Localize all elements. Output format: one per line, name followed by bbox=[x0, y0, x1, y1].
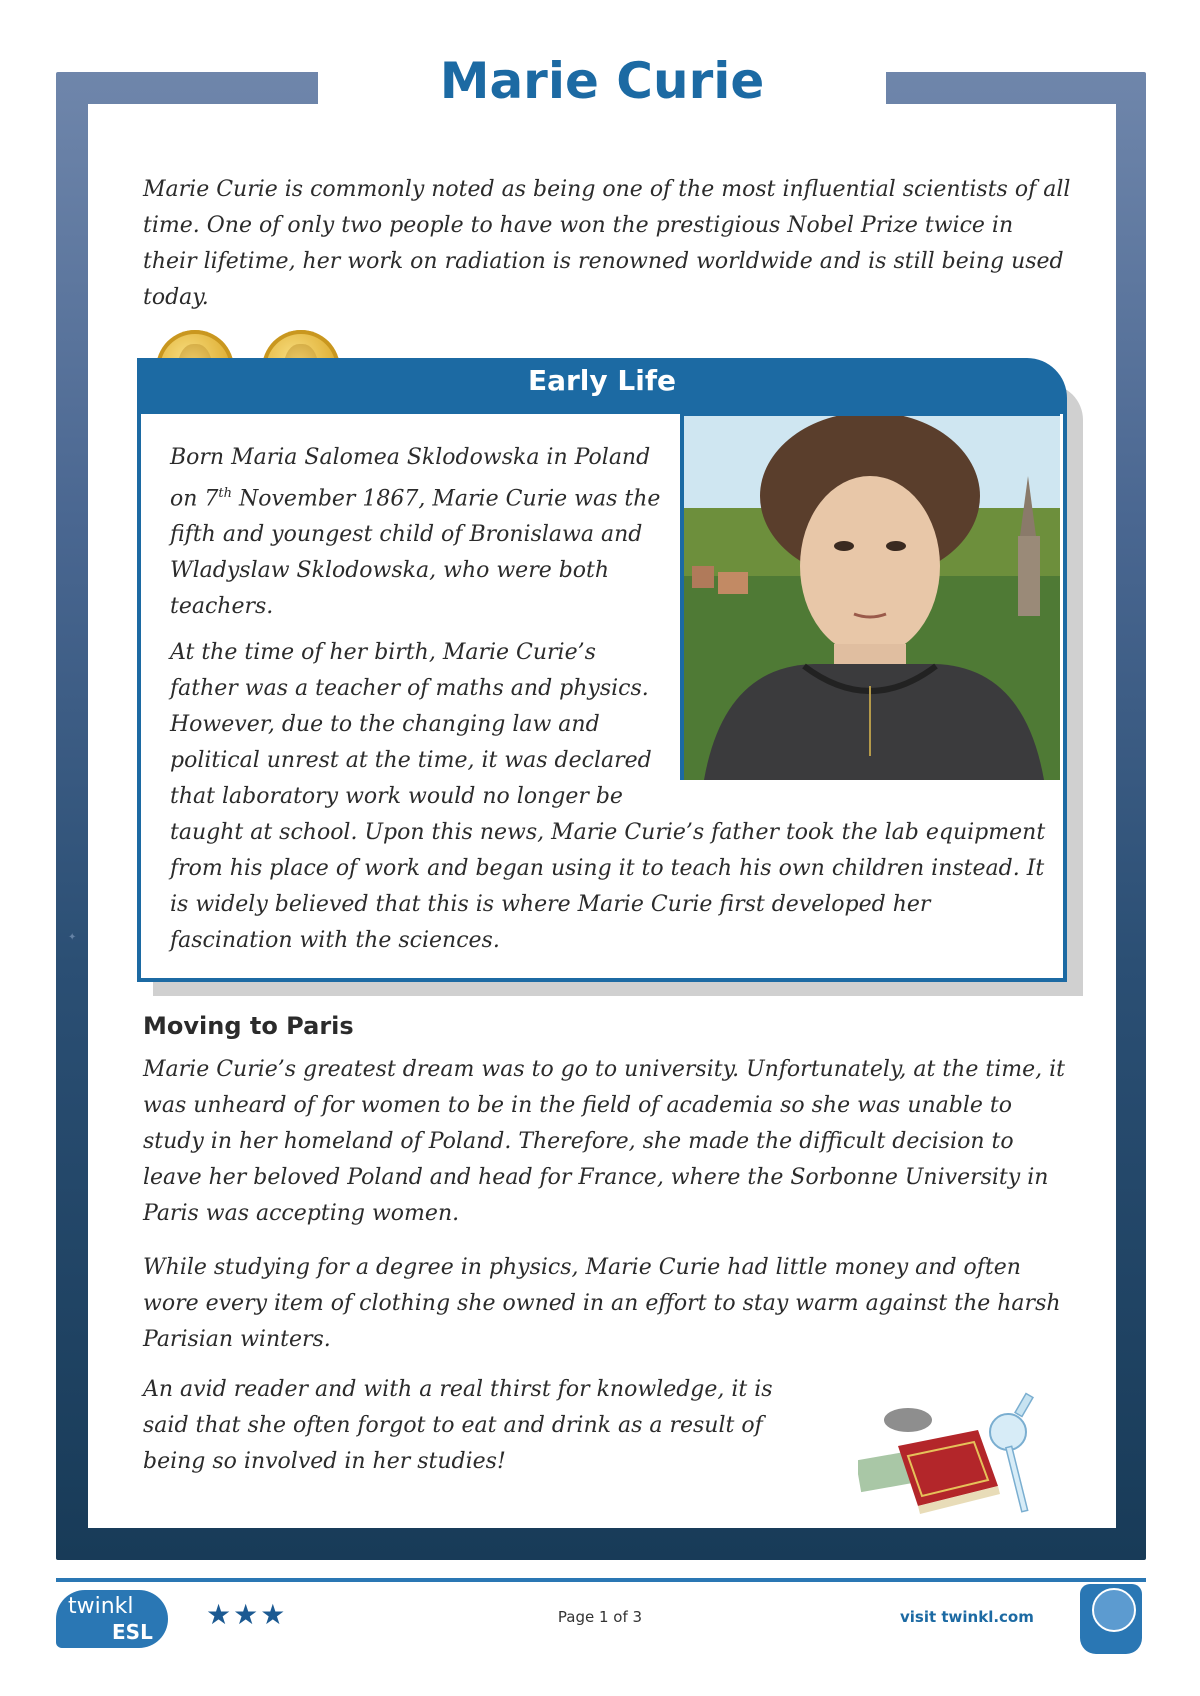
early-life-heading: Early Life bbox=[527, 364, 677, 397]
page-number: Page 1 of 3 bbox=[557, 1608, 643, 1626]
portrait-wrap-spacer bbox=[668, 635, 1050, 783]
moving-heading: Moving to Paris bbox=[143, 1012, 354, 1040]
visit-link[interactable]: visit twinkl.com bbox=[900, 1608, 1034, 1626]
book-flask-illustration bbox=[858, 1390, 1054, 1520]
moving-paragraph-3: An avid reader and with a real thirst for knowledge, it is said that she often forgot to eat and drink as a result of being so involved in her studies! bbox=[143, 1377, 773, 1474]
footer-rule bbox=[56, 1578, 1146, 1582]
book-icon bbox=[898, 1430, 1000, 1514]
quality-badge-seal bbox=[1092, 1588, 1136, 1632]
logo-text-esl: ESL bbox=[112, 1620, 153, 1644]
moving-paragraph-1: Marie Curie’s greatest dream was to go to university. Unfortunately, at the time, it was unheard of for women to be in the field of academia so she was unable to study in her homeland of Poland. Therefore, she made the difficult decision to leave her beloved Poland and head for France, where the Sorbonne University in Paris was accepting women. bbox=[143, 1057, 1065, 1226]
decor-star-icon: ✦ bbox=[68, 932, 77, 943]
moving-paragraph-2: While studying for a degree in physics, Marie Curie had little money and often wore every item of clothing she owned in an effort to stay warm against the harsh Parisian winters. bbox=[143, 1255, 1061, 1352]
early-life-paragraph-1: Born Maria Salomea Sklodowska in Poland on 7th November 1867, Marie Curie was the fifth and youngest child of Bronislawa and Wladyslaw Sklodowska, who were both teachers. bbox=[170, 445, 661, 620]
difficulty-rating-stars: ★★★ bbox=[206, 1598, 288, 1631]
logo-text-twinkl: twinkl bbox=[68, 1594, 134, 1619]
page-title: Marie Curie bbox=[439, 52, 765, 110]
intro-paragraph: Marie Curie is commonly noted as being one of the most influential scientists of all time. One of only two people to have won the prestigious Nobel Prize twice in their lifetime, her work on radiation is renowned worldwide and is still being used today. bbox=[143, 177, 1071, 310]
stone-icon bbox=[884, 1408, 932, 1432]
early-life-paragraph-2: At the time of her birth, Marie Curie’s father was a teacher of maths and physics. However, due to the changing law and political unrest at the time, it was declared that laboratory work would no longer be taught at school. Upon this news, Marie Curie’s father took the lab equipment from his place of work and began using it to teach his own children instead. It is widely believed that this is where Marie Curie first developed her fascination with the sciences. bbox=[170, 635, 1050, 959]
